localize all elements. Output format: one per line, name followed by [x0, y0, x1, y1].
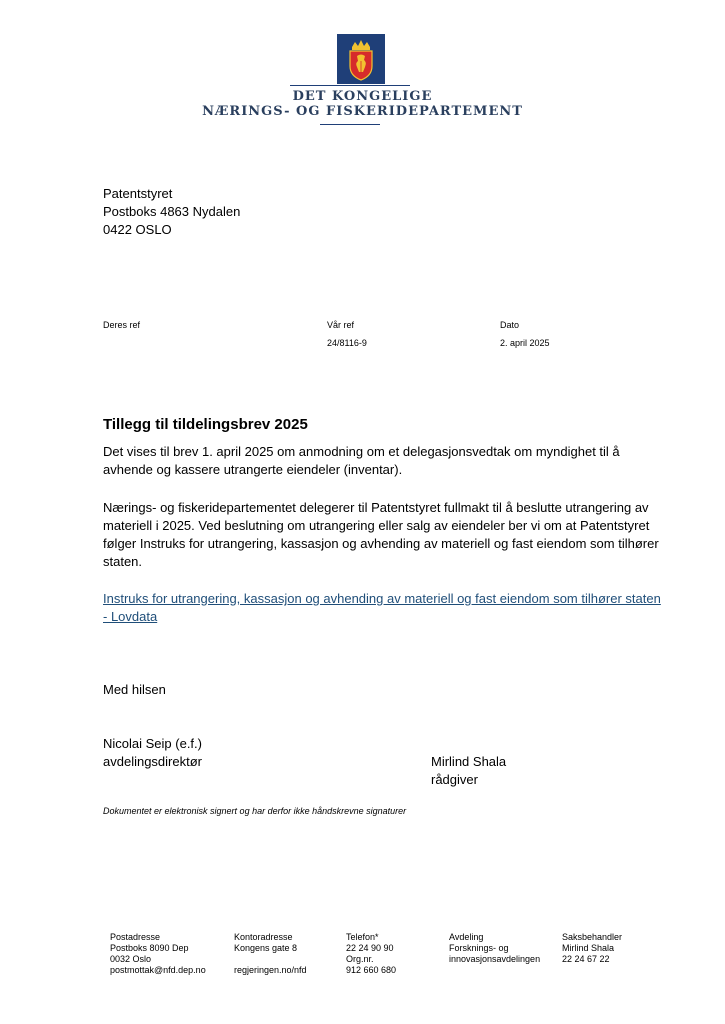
- your-ref-label: Deres ref: [103, 320, 141, 330]
- recipient-city: 0422 OSLO: [103, 222, 172, 237]
- letter-title: Tillegg til tildelingsbrev 2025: [103, 416, 308, 433]
- signer2-name: Mirlind Shala: [431, 754, 507, 769]
- coat-of-arms-logo: [337, 34, 385, 84]
- signature-note: Dokumentet er elektronisk signert og har derfor ikke håndskrevne signaturer: [103, 806, 407, 816]
- footer-case-officer-name: Mirlind Shala: [562, 943, 615, 953]
- footer-orgnr-value: 912 660 680: [346, 965, 397, 975]
- recipient-address: Postboks 4863 Nydalen: [103, 204, 241, 219]
- our-ref-value: 24/8116-9: [327, 338, 367, 348]
- footer-case-officer-phone: 22 24 67 22: [562, 954, 610, 964]
- our-ref-label: Vår ref: [327, 320, 355, 330]
- footer-office-web: regjeringen.no/nfd: [234, 965, 307, 975]
- signer2-title: rådgiver: [431, 772, 478, 787]
- footer-office-street: Kongens gate 8: [234, 943, 298, 953]
- footer-postal-box: Postboks 8090 Dep: [110, 943, 189, 953]
- date-value: 2. april 2025: [500, 338, 550, 348]
- footer-phone: [346, 932, 396, 976]
- footer-office-label: Kontoradresse: [234, 932, 293, 942]
- footer-postal: [110, 932, 206, 976]
- recipient-name: Patentstyret: [103, 186, 173, 201]
- body-paragraph-1: Det vises til brev 1. april 2025 om anmodning om et delegasjonsvedtak om myndighet til å avhende og kassere utrangerte eiendeler (inventar).: [103, 444, 620, 477]
- header-rule-top: [290, 85, 410, 86]
- signer1-title: avdelingsdirektør: [103, 754, 202, 769]
- lovdata-link[interactable]: Instruks for utrangering, kassasjon og avhending av materiell og fast eiendom som tilhører staten - Lovdata: [103, 591, 661, 624]
- footer-department: [449, 932, 540, 965]
- body-paragraph-2: Nærings- og fiskeridepartementet delegerer til Patentstyret fullmakt til å beslutte utrangering av materiell i 2025. Ved beslutning om utrangering eller salg av eiendeler ber vi om at Patentstyret følger Instruks for utrangering, kassasjon og avhending av materiell og fast eiendom som tilhører staten.: [103, 500, 659, 569]
- footer-postal-label: Postadresse: [110, 932, 161, 942]
- footer-phone-number: 22 24 90 90: [346, 943, 394, 953]
- footer-department-line2: innovasjonsavdelingen: [449, 954, 541, 964]
- footer-case-officer-label: Saksbehandler: [562, 932, 623, 942]
- footer-office: [234, 932, 307, 976]
- footer-postal-email: postmottak@nfd.dep.no: [110, 965, 206, 975]
- footer-postal-city: 0032 Oslo: [110, 954, 152, 964]
- footer-office-blank: [234, 954, 307, 965]
- signer1-name: Nicolai Seip (e.f.): [103, 736, 202, 751]
- ministry-name-line2: NÆRINGS- OG FISKERIDEPARTEMENT: [202, 104, 523, 119]
- ministry-name-line1: DET KONGELIGE: [292, 89, 433, 104]
- footer-phone-label: Telefon*: [346, 932, 379, 942]
- footer-orgnr-label: Org.nr.: [346, 954, 374, 964]
- date-label: Dato: [500, 320, 520, 330]
- header-rule-bottom: [320, 124, 380, 125]
- footer-department-label: Avdeling: [449, 932, 484, 942]
- footer-case-officer: [562, 932, 622, 965]
- footer-department-line1: Forsknings- og: [449, 943, 509, 953]
- greeting: Med hilsen: [103, 682, 166, 697]
